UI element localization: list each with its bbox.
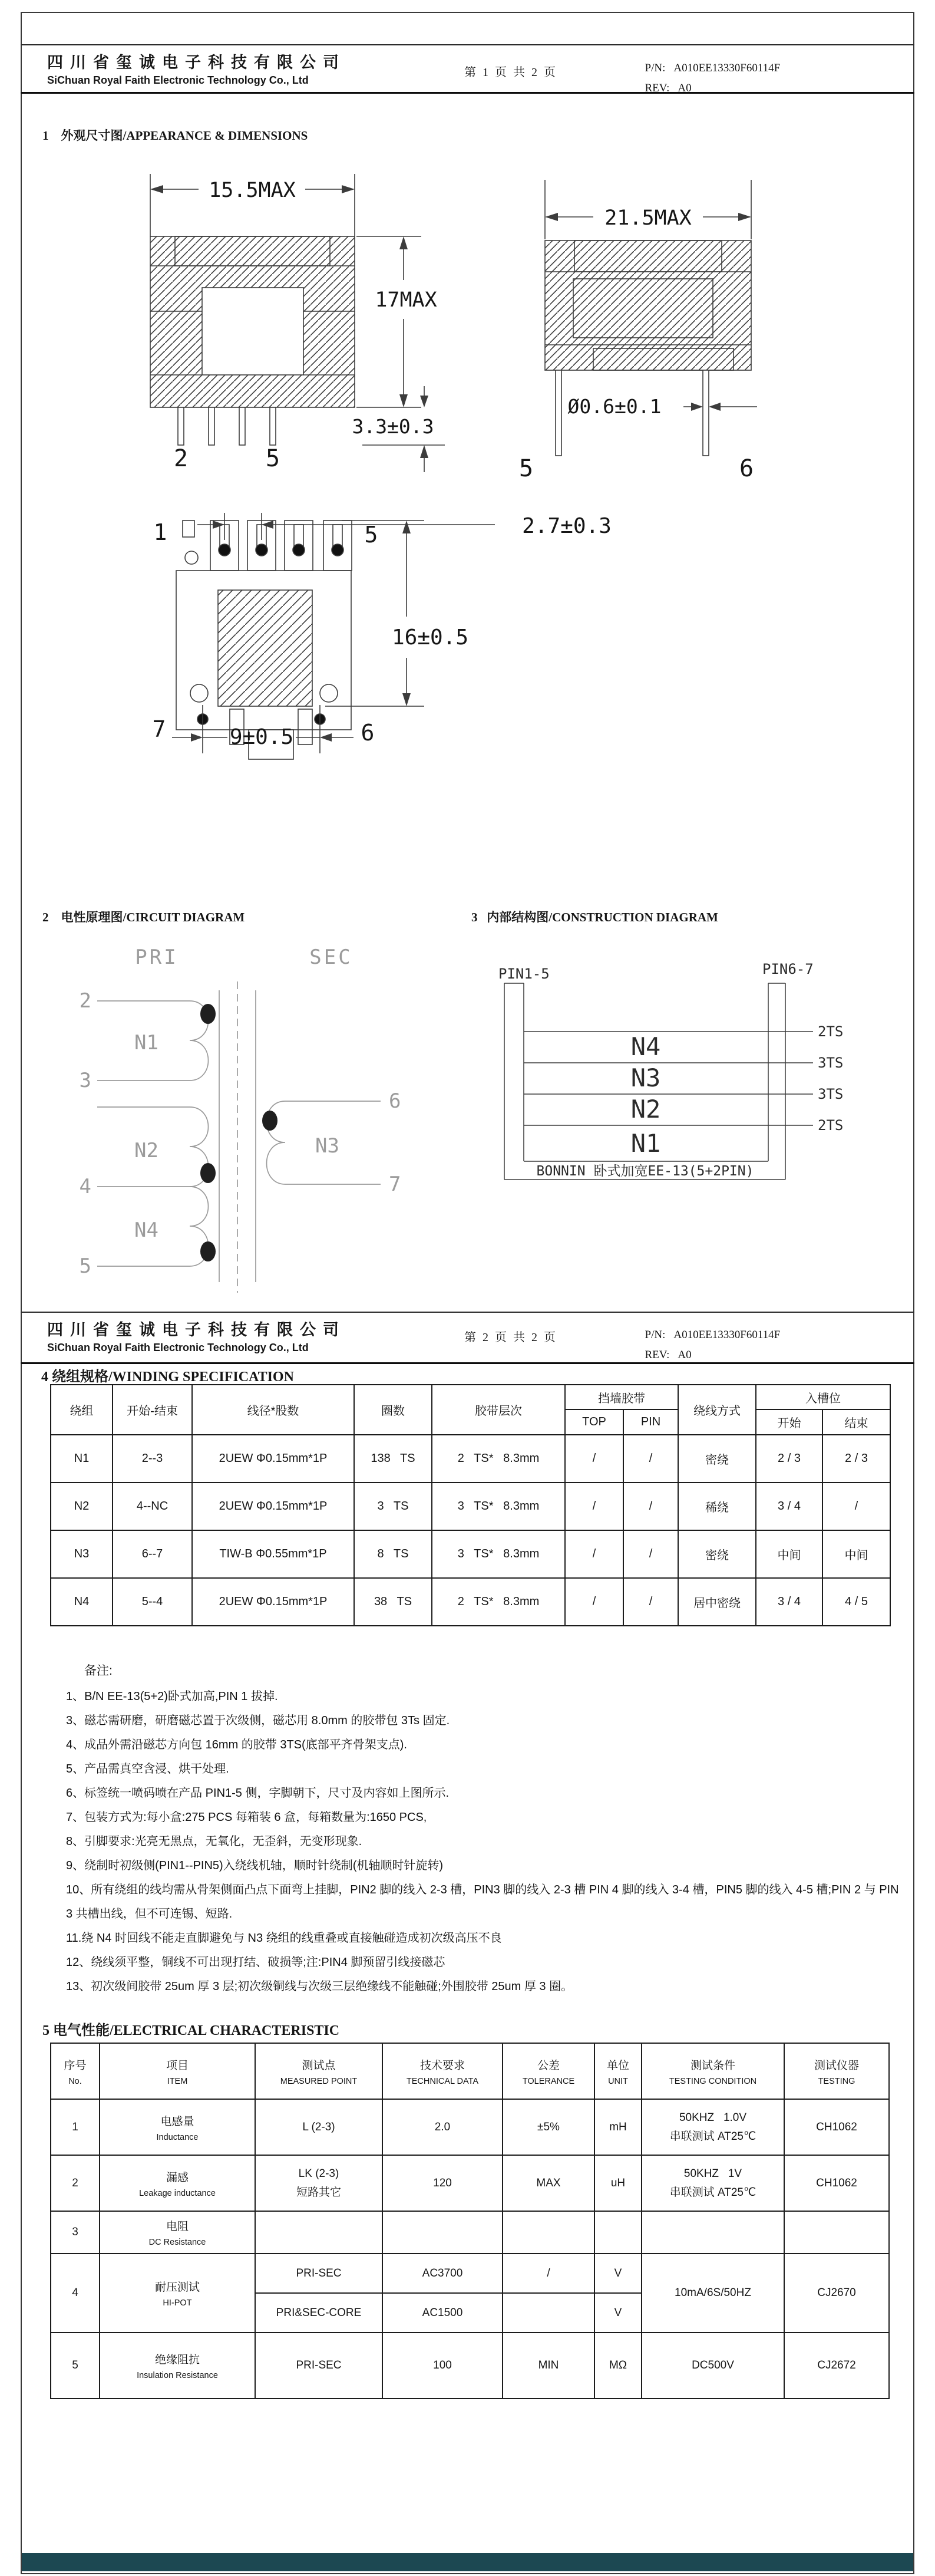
winding-row-n4 — [51, 1578, 890, 1626]
front-width-dimension — [150, 174, 355, 236]
winding-col-header: 入槽位 — [756, 1385, 890, 1409]
front-height-dimension — [356, 236, 437, 407]
circuit-pin2-label: 2 — [79, 989, 91, 1013]
tape-label-1: 2TS — [818, 1023, 844, 1040]
front-width-label: 15.5MAX — [209, 179, 296, 202]
elec-cell: CH1062 — [784, 2155, 889, 2211]
side-pin5-label: 5 — [518, 455, 534, 482]
layer-n2-label: N2 — [630, 1095, 661, 1124]
top-pin1-label: 1 — [153, 519, 167, 545]
winding-cell: 中间 — [822, 1530, 890, 1578]
transformer-core-lines — [219, 981, 256, 1293]
construction-pin-left-label: PIN1-5 — [498, 966, 550, 982]
elec-cell: 绝缘阻抗 Insulation Resistance — [100, 2333, 255, 2399]
elec-cell — [255, 2211, 382, 2254]
winding-n1-label: N1 — [134, 1031, 158, 1055]
side-width-label: 21.5MAX — [604, 206, 692, 230]
winding-cell: 138 TS — [354, 1435, 432, 1483]
rev-label-p2: REV: — [645, 1349, 670, 1361]
side-core-body — [545, 241, 751, 370]
winding-cell: 3 TS — [354, 1483, 432, 1530]
electrical-row-5 — [51, 2333, 889, 2399]
elec-cell: PRI-SEC — [255, 2333, 382, 2399]
elec-cell: mH — [594, 2099, 642, 2155]
elec-cell: PRI&SEC-CORE — [255, 2293, 382, 2333]
note-item: 7、包装方式为:每小盒:275 PCS 每箱装 6 盒，每箱数量为:1650 PCS, — [66, 1811, 427, 1824]
circuit-pin3-label: 3 — [79, 1069, 91, 1092]
elec-cell: AC1500 — [382, 2293, 503, 2333]
winding-col-header: 挡墙胶带 — [565, 1385, 678, 1409]
front-view-drawing — [127, 167, 457, 473]
tape-label-3: 3TS — [818, 1086, 844, 1102]
winding-cell: / — [623, 1483, 678, 1530]
winding-cell: 3 TS* 8.3mm — [432, 1530, 565, 1578]
company-name-cn-p2: 四川省玺诚电子科技有限公司 — [47, 1321, 346, 1339]
elec-cell: 5 — [51, 2333, 100, 2399]
top-pin7-label: 7 — [152, 716, 166, 742]
winding-cell: 8 TS — [354, 1530, 432, 1578]
construction-caption: BONNIN 卧式加宽EE-13(5+2PIN) — [536, 1164, 754, 1179]
winding-cell: 3 / 4 — [756, 1578, 822, 1626]
winding-cell: / — [623, 1530, 678, 1578]
elec-cell: 3 — [51, 2211, 100, 2254]
side-view-drawing — [504, 167, 834, 497]
sec-label: SEC — [309, 946, 353, 969]
front-core-body — [150, 236, 355, 407]
section1-title: 1 外观尺寸图/APPEARANCE & DIMENSIONS — [42, 129, 308, 143]
note-item: 6、标签统一喷码喷在产品 PIN1-5 侧，字脚朝下，尺寸及内容如上图所示. — [66, 1787, 450, 1800]
note-item: 1、B/N EE-13(5+2)卧式加高,PIN 1 拔掉. — [66, 1690, 278, 1703]
elec-cell: DC500V — [642, 2333, 784, 2399]
construction-pin-right-label: PIN6-7 — [762, 961, 814, 977]
winding-cell: N4 — [51, 1578, 113, 1626]
pn-value: A010EE13330F60114F — [673, 62, 781, 74]
winding-cell: 2UEW Φ0.15mm*1P — [192, 1483, 354, 1530]
tape-label-2: 3TS — [818, 1055, 844, 1071]
elec-cell: AC3700 — [382, 2254, 503, 2293]
winding-cell: 居中密绕 — [678, 1578, 756, 1626]
rev-value-p2: A0 — [678, 1349, 692, 1361]
winding-cell: / — [565, 1578, 623, 1626]
top-pitch-dimension — [197, 513, 612, 540]
elec-cell: 耐压测试 HI-POT — [100, 2254, 255, 2333]
layer-n3-label: N3 — [630, 1063, 661, 1092]
winding-cell: 2--3 — [113, 1435, 192, 1483]
winding-cell: 稀绕 — [678, 1483, 756, 1530]
page-number-p2: 第 2 页 共 2 页 — [464, 1331, 557, 1344]
winding-cell: 2 TS* 8.3mm — [432, 1435, 565, 1483]
winding-n4-label: N4 — [134, 1218, 158, 1242]
winding-subcol-header: PIN — [623, 1409, 678, 1435]
pn-label: P/N: — [645, 62, 666, 74]
winding-cell: 2UEW Φ0.15mm*1P — [192, 1578, 354, 1626]
elec-cell: MIN — [503, 2333, 594, 2399]
top-length-label: 16±0.5 — [391, 625, 469, 650]
elec-cell: CH1062 — [784, 2099, 889, 2155]
elec-cell: 100 — [382, 2333, 503, 2399]
elec-cell: MΩ — [594, 2333, 642, 2399]
side-width-dimension — [545, 180, 751, 239]
elec-col-header: 测试点 MEASURED POINT — [255, 2043, 382, 2099]
circuit-pin7-label: 7 — [389, 1172, 401, 1196]
winding-cell: 38 TS — [354, 1578, 432, 1626]
elec-cell — [503, 2293, 594, 2333]
section2-title: 2 电性原理图/CIRCUIT DIAGRAM — [42, 910, 245, 924]
elec-col-header: 序号 No. — [51, 2043, 100, 2099]
company-name-en: SiChuan Royal Faith Electronic Technology Co., Ltd — [47, 74, 309, 86]
elec-cell: 电感量 Inductance — [100, 2099, 255, 2155]
company-name-cn: 四川省玺诚电子科技有限公司 — [47, 54, 346, 71]
pn-value-p2: A010EE13330F60114F — [673, 1329, 781, 1341]
pri-label: PRI — [135, 946, 179, 969]
winding-subcol-header: TOP — [565, 1409, 623, 1435]
winding-layer-lines — [524, 1032, 813, 1125]
winding-cell: 密绕 — [678, 1435, 756, 1483]
winding-cell: 2 / 3 — [822, 1435, 890, 1483]
front-pinlen-label: 3.3±0.3 — [352, 415, 434, 438]
notes-title: 备注: — [84, 1664, 113, 1678]
rev-value: A0 — [678, 82, 692, 94]
circuit-diagram — [35, 940, 448, 1306]
elec-cell: ±5% — [503, 2099, 594, 2155]
notes-list — [66, 1685, 905, 1999]
circuit-pin5-label: 5 — [79, 1254, 91, 1278]
elec-cell — [503, 2211, 594, 2254]
elec-cell: CJ2672 — [784, 2333, 889, 2399]
elec-cell: 120 — [382, 2155, 503, 2211]
elec-cell: V — [594, 2293, 642, 2333]
elec-cell: 50KHZ 1.0V 串联测试 AT25℃ — [642, 2099, 784, 2155]
layer-n1-label: N1 — [630, 1129, 661, 1158]
winding-cell: 5--4 — [113, 1578, 192, 1626]
side-pin6-label: 6 — [739, 455, 754, 482]
elec-cell: PRI-SEC — [255, 2254, 382, 2293]
footer-bar — [22, 2553, 913, 2571]
elec-col-header: 公差 TOLERANCE — [503, 2043, 594, 2099]
elec-cell: / — [503, 2254, 594, 2293]
winding-cell: / — [565, 1483, 623, 1530]
winding-col-header: 绕线方式 — [678, 1385, 756, 1435]
circuit-pin4-label: 4 — [79, 1175, 91, 1198]
winding-cell: N1 — [51, 1435, 113, 1483]
section4-title: 4 绕组规格/WINDING SPECIFICATION — [41, 1369, 294, 1385]
elec-cell: 4 — [51, 2254, 100, 2333]
company-name-en-p2: SiChuan Royal Faith Electronic Technology Co., Ltd — [47, 1342, 309, 1353]
section3-title: 3 内部结构图/CONSTRUCTION DIAGRAM — [471, 910, 718, 924]
layer-n4-label: N4 — [630, 1032, 661, 1061]
header2-top-rule — [21, 1312, 914, 1313]
elec-cell — [784, 2211, 889, 2254]
elec-cell: 50KHZ 1V 串联测试 AT25℃ — [642, 2155, 784, 2211]
header1-bottom-rule — [21, 92, 914, 94]
winding-col-header: 胶带层次 — [432, 1385, 565, 1435]
winding-n3-label: N3 — [315, 1134, 339, 1158]
elec-cell — [642, 2211, 784, 2254]
winding-cell: N2 — [51, 1483, 113, 1530]
note-item: 3、磁芯需研磨，研磨磁芯置于次级侧，磁芯用 8.0mm 的胶带包 3Ts 固定. — [66, 1714, 450, 1727]
top-width-label: 9±0.5 — [229, 725, 294, 749]
winding-cell: / — [623, 1578, 678, 1626]
note-item: 4、成品外需沿磁芯方向包 16mm 的胶带 3TS(底部平齐骨架支点). — [66, 1738, 407, 1751]
revision — [639, 69, 692, 95]
front-pins — [178, 407, 276, 445]
top-pitch-label: 2.7±0.3 — [522, 514, 612, 538]
winding-row-n2 — [51, 1483, 890, 1530]
winding-cell: / — [565, 1530, 623, 1578]
winding-col-header: 线径*股数 — [192, 1385, 354, 1435]
winding-cell: TIW-B Φ0.55mm*1P — [192, 1530, 354, 1578]
elec-cell: 电阻 DC Resistance — [100, 2211, 255, 2254]
note-item: 8、引脚要求:光亮无黑点，无氧化，无歪斜，无变形现象. — [66, 1835, 362, 1848]
electrical-row-3 — [51, 2211, 889, 2254]
electrical-header-row — [51, 2043, 889, 2099]
elec-cell: MAX — [503, 2155, 594, 2211]
top-pin6-label: 6 — [361, 720, 375, 746]
side-pindia-label: Ø0.6±0.1 — [567, 395, 662, 418]
elec-cell — [382, 2211, 503, 2254]
winding-cell: 3 TS* 8.3mm — [432, 1483, 565, 1530]
electrical-row-4a — [51, 2254, 889, 2293]
elec-cell: 1 — [51, 2099, 100, 2155]
pn-label-p2: P/N: — [645, 1329, 666, 1341]
elec-col-header: 项目 ITEM — [100, 2043, 255, 2099]
winding-cell: / — [623, 1435, 678, 1483]
winding-cell: 密绕 — [678, 1530, 756, 1578]
note-item: 12、绕线须平整，铜线不可出现打结、破损等;注:PIN4 脚预留引线接磁芯 — [66, 1956, 445, 1969]
construction-diagram — [470, 960, 918, 1237]
top-pin5-label: 5 — [364, 522, 378, 548]
elec-cell: 2 — [51, 2155, 100, 2211]
elec-cell: 2.0 — [382, 2099, 503, 2155]
front-height-label: 17MAX — [375, 288, 437, 312]
electrical-table — [50, 2043, 890, 2399]
winding-cell: 中间 — [756, 1530, 822, 1578]
elec-col-header: 测试条件 TESTING CONDITION — [642, 2043, 784, 2099]
note-item: 9、绕制时初级侧(PIN1--PIN5)入绕线机轴，顺时针绕制(机轴顺时针旋转) — [66, 1859, 444, 1872]
winding-spec-table — [50, 1384, 891, 1626]
elec-cell: 10mA/6S/50HZ — [642, 2254, 784, 2333]
winding-subcol-header: 开始 — [756, 1409, 822, 1435]
winding-n2-label: N2 — [134, 1139, 158, 1162]
elec-cell: L (2-3) — [255, 2099, 382, 2155]
revision-p2 — [639, 1336, 692, 1362]
elec-col-header: 单位 UNIT — [594, 2043, 642, 2099]
rev-label: REV: — [645, 82, 670, 94]
elec-col-header: 测试仪器 TESTING — [784, 2043, 889, 2099]
winding-cell: 4--NC — [113, 1483, 192, 1530]
circuit-pin6-label: 6 — [389, 1089, 401, 1113]
note-item: 13、初次级间胶带 25um 厚 3 层;初次级铜线与次级三层绝缘线不能触碰;外围胶带 25um 厚 3 圈。 — [66, 1980, 573, 1993]
page-number: 第 1 页 共 2 页 — [464, 66, 557, 79]
elec-cell: 漏感 Leakage inductance — [100, 2155, 255, 2211]
winding-subcol-header: 结束 — [822, 1409, 890, 1435]
side-pindia-dimension — [568, 395, 757, 418]
header1-top-rule — [21, 44, 914, 45]
winding-cell: 2 / 3 — [756, 1435, 822, 1483]
note-item: 5、产品需真空含浸、烘干处理. — [66, 1763, 229, 1775]
elec-col-header: 技术要求 TECHNICAL DATA — [382, 2043, 503, 2099]
elec-cell: LK (2-3) 短路其它 — [255, 2155, 382, 2211]
winding-row-n3 — [51, 1530, 890, 1578]
section5-title: 5 电气性能/ELECTRICAL CHARACTERISTIC — [42, 2023, 340, 2038]
elec-cell: V — [594, 2254, 642, 2293]
winding-cell: 3 / 4 — [756, 1483, 822, 1530]
elec-cell — [594, 2211, 642, 2254]
winding-cell: N3 — [51, 1530, 113, 1578]
winding-col-header: 开始-结束 — [113, 1385, 192, 1435]
winding-cell: 2 TS* 8.3mm — [432, 1578, 565, 1626]
note-item: 10、所有绕组的线均需从骨架侧面凸点下面弯上挂脚，PIN2 脚的线入 2-3 槽，PIN3 脚的线入 2-3 槽 PIN 4 脚的线入 3-4 槽，PIN5 脚的线入 4-5 槽;PIN 2 与 PIN 3 共槽出线，但不可连锡、短路. — [66, 1883, 899, 1921]
elec-cell: CJ2670 — [784, 2254, 889, 2333]
front-pin2-label: 2 — [173, 445, 189, 472]
front-pin5-label: 5 — [265, 445, 280, 472]
tape-label-4: 2TS — [818, 1117, 844, 1134]
electrical-row-2 — [51, 2155, 889, 2211]
winding-row-n1 — [51, 1435, 890, 1483]
winding-cell: 6--7 — [113, 1530, 192, 1578]
electrical-row-1 — [51, 2099, 889, 2155]
winding-cell: 4 / 5 — [822, 1578, 890, 1626]
winding-cell: 2UEW Φ0.15mm*1P — [192, 1435, 354, 1483]
elec-cell: uH — [594, 2155, 642, 2211]
note-item: 11.绕 N4 时回线不能走直脚避免与 N3 绕组的线重叠或直接触碰造成初次级高压不良 — [66, 1932, 502, 1945]
winding-cell: / — [565, 1435, 623, 1483]
winding-cell: / — [822, 1483, 890, 1530]
header2-bottom-rule — [21, 1362, 914, 1364]
front-pinlen-dimension — [352, 386, 445, 472]
winding-col-header: 圈数 — [354, 1385, 432, 1435]
top-view-drawing — [141, 512, 672, 830]
winding-col-header: 绕组 — [51, 1385, 113, 1435]
